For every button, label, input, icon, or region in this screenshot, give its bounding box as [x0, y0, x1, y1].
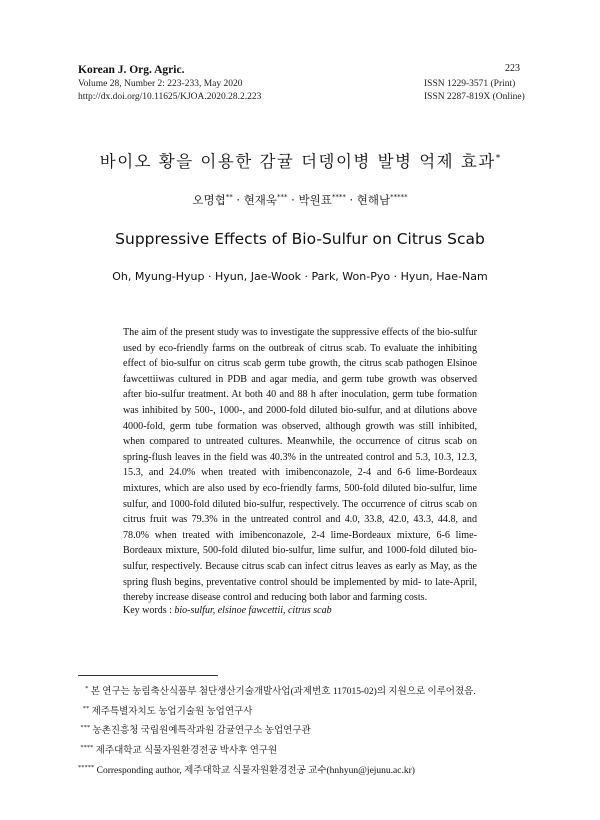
footnote-text: 제주대학교 식물자원환경전공 박사후 연구원	[95, 746, 278, 757]
footnote-5	[78, 760, 538, 780]
footnote-mark: ****	[80, 743, 94, 751]
authors-english: Oh, Myung-Hyup · Hyun, Jae-Wook · Park, Won-Pyo · Hyun, Hae-Nam	[112, 270, 488, 283]
footnote-text: Corresponding author, 제주대학교 식물자원환경전공 교수(hnhyun@jejunu.ac.kr)	[96, 765, 415, 776]
footnote-text: 본 연구는 농림축산식품부 첨단생산기술개발사업(과제번호 117015-02)의 지원으로 이루어졌음.	[90, 687, 476, 698]
footnote-2	[78, 701, 538, 721]
footnote-3	[78, 720, 538, 740]
footnote-mark: *****	[78, 763, 95, 771]
footnote-1	[78, 681, 538, 701]
footnote-4	[78, 740, 538, 760]
footnote-mark: ***	[80, 724, 91, 732]
title-english: Suppressive Effects of Bio-Sulfur on Citrus Scab	[115, 230, 485, 248]
title-korean	[0, 148, 600, 172]
author-separator: ·	[291, 193, 295, 207]
footnote-text: 농촌진흥청 국립원예특작과원 감귤연구소 농업연구관	[92, 726, 311, 737]
footnote-divider	[78, 675, 218, 676]
author-kr-1: 오명협	[192, 193, 226, 207]
title-korean-text: 바이오 황을 이용한 감귤 더뎅이병 발병 억제 효과	[99, 152, 496, 171]
authors-korean	[0, 192, 600, 208]
abstract-text: The aim of the present study was to investigate the suppressive effects of the bio-sulfur used by eco-friendly farms on the outbreak of citrus scab. To evaluate the inhibiting effect of bio-sulfur on citrus scab germ tube growth, the citrus scab pathogen Elsinoe fawcettiiwas cultured in PDB and agar media, and germ tube growth was observed after bio-sulfur treatment. At both 40 and 88 h after inoculation, germ tube formation was inhibited by 500-, 1000-, and 2000-fold diluted bio-sulfur, and at dilutions above 4000-fold, germ tube formation was observed, although growth was still inhibited, when compared to untreated cultures. Meanwhile, the occurrence of citrus scab on spring-flush leaves in the field was 40.3% in the untreated control and 5.3, 10.3, 12.3, 15.3, and 24.0% when treated with imibenconazole, 2-4 and 6-6 lime-Bordeaux mixtures, which are also used by eco-friendly farms, 500-fold diluted bio-sulfur, lime sulfur, and 1000-fold diluted bio-sulfur, respectively. The occurrence of citrus scab on citrus fruit was 79.3% in the untreated control and 4.0, 33.8, 42.0, 43.3, 44.8, and 78.0% when treated with imibenconazole, 2-4 lime-Bordeaux mixture, 6-6 lime-Bordeaux mixture, 500-fold diluted bio-sulfur, lime sulfur, and 1000-fold diluted bio-sulfur, respectively. Because citrus scab can infect citrus leaves as early as May, as the spring flush begins, preventative control should be implemented by mid- to late-April, thereby increase disease control and reducing both labor and farming costs.	[123, 327, 477, 604]
author-kr-4: 현해남	[356, 193, 391, 207]
footnotes	[78, 681, 538, 779]
title-footnote-mark: *	[495, 153, 501, 164]
issn-online: ISSN 2287-819X (Online)	[424, 91, 525, 102]
author-kr-2-mark: ***	[277, 193, 288, 202]
journal-name: Korean J. Org. Agric.	[78, 64, 185, 76]
page-number: 223	[505, 63, 520, 74]
footnote-mark: **	[82, 704, 90, 712]
abstract	[123, 325, 477, 606]
footnote-text: 제주특별자치도 농업기술원 농업연구사	[91, 706, 253, 717]
author-kr-2: 현재욱	[243, 193, 278, 207]
journal-meta	[78, 78, 261, 103]
author-kr-1-mark: **	[225, 193, 233, 202]
author-kr-3-mark: ****	[331, 193, 346, 202]
doi-link[interactable]: http://dx.doi.org/10.11625/KJOA.2020.28.2.223	[78, 91, 262, 102]
issn-block	[424, 78, 525, 103]
author-separator: ·	[349, 193, 354, 207]
author-kr-3: 박원표	[298, 193, 332, 207]
keywords	[123, 605, 332, 616]
author-separator: ·	[236, 193, 241, 207]
keywords-terms: bio-sulfur, elsinoe fawcettii, citrus scab	[174, 605, 332, 616]
footnote-mark: *	[85, 685, 89, 692]
keywords-label: Key words :	[123, 605, 172, 616]
author-kr-4-mark: *****	[390, 193, 408, 202]
volume-line: Volume 28, Number 2: 223-233, May 2020	[78, 79, 243, 89]
issn-print: ISSN 1229-3571 (Print)	[424, 79, 516, 89]
